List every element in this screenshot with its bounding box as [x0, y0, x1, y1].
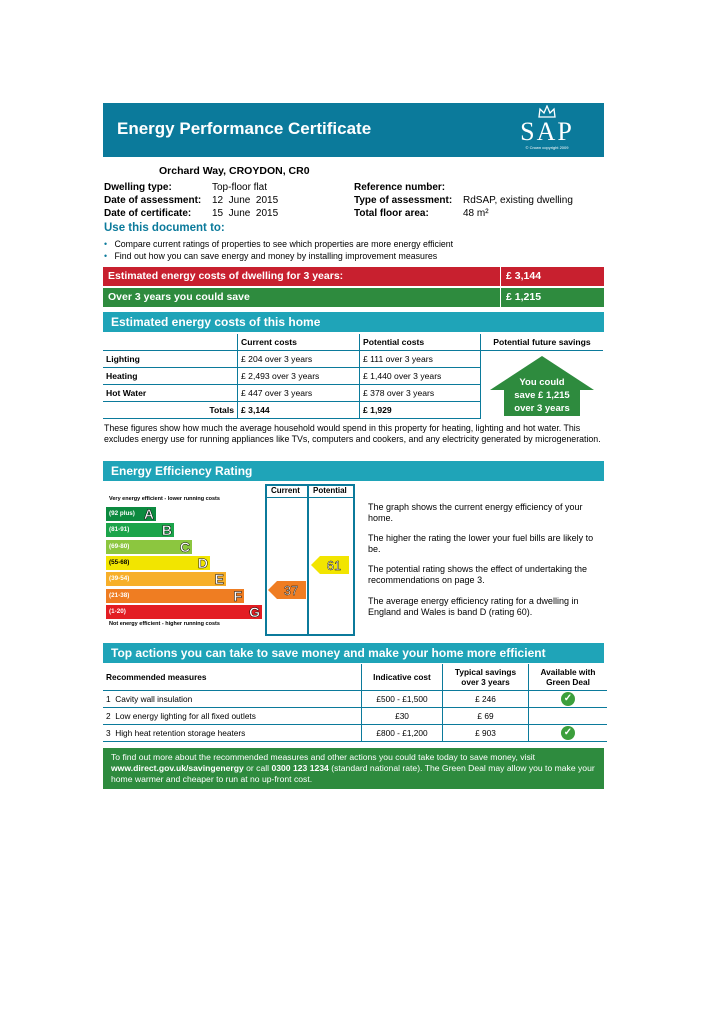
sap-logo	[502, 105, 592, 155]
reference	[463, 181, 573, 194]
measure: 3 High heat retention storage heaters	[103, 725, 362, 742]
eer-band-c	[106, 540, 192, 554]
col-current: Current costs	[238, 334, 360, 351]
use-doc-heading: Use this document to:	[104, 222, 225, 234]
date-assessment-label: Date of assessment:	[104, 195, 202, 206]
eer-text-1: The graph shows the current energy efficiency of your home.	[368, 502, 583, 523]
measure-cost: £800 - £1,200	[362, 725, 443, 742]
savings-line: You could	[519, 377, 565, 388]
green-deal-cell	[529, 691, 608, 708]
eer-band-e	[106, 572, 226, 586]
save-summary-label: Over 3 years you could save	[108, 291, 250, 303]
footer-link[interactable]: www.direct.gov.uk/savingenergy	[111, 763, 244, 773]
measure-saving: £ 69	[443, 708, 529, 725]
cost-summary-bar	[103, 267, 604, 286]
eer-band-g	[106, 605, 262, 619]
actions-heading-bar	[103, 643, 604, 663]
table-row	[103, 725, 607, 742]
eer-band-range: (92 plus)	[109, 510, 135, 517]
save-summary-bar	[103, 288, 604, 307]
sap-logo-text: SAP	[520, 117, 574, 146]
dwelling-type-label: Dwelling type:	[104, 182, 172, 193]
dwelling-type: Top-floor flat	[212, 182, 268, 193]
page-title: Energy Performance Certificate	[117, 119, 372, 138]
savings-line: over 3 years	[514, 403, 570, 414]
eer-column-divider	[307, 484, 309, 634]
check-icon: ✓	[561, 726, 575, 740]
eer-text-2: The higher the rating the lower your fuel bills are likely to be.	[368, 533, 594, 554]
current-rating-value: 37	[283, 583, 299, 598]
green-deal-cell	[529, 708, 608, 725]
epc-header	[103, 103, 604, 157]
totals-label: Totals	[103, 402, 238, 419]
eer-top-note: Very energy efficient - lower running costs	[109, 496, 220, 502]
col-saving: Typical savings over 3 years	[443, 664, 529, 691]
eer-col-current: Current	[271, 486, 300, 495]
eer-text-4: The average energy efficiency rating for a dwelling in England and Wales is band D (rating 60).	[368, 596, 579, 617]
date-certificate-label: Date of certificate:	[104, 208, 192, 219]
eer-band-letter: B	[161, 522, 172, 539]
potential-cost: £ 378 over 3 years	[360, 385, 481, 402]
list-item: • Compare current ratings of properties to see which properties are more energy efficient	[104, 239, 454, 249]
measure-saving: £ 903	[443, 725, 529, 742]
total-current: £ 3,144	[238, 402, 360, 419]
assessment-type: RdSAP, existing dwelling	[463, 195, 573, 206]
table-row	[103, 334, 603, 351]
eer-band-letter: F	[233, 587, 242, 604]
details-right	[354, 181, 452, 220]
eer-band-letter: A	[143, 506, 154, 522]
savings-line: save £ 1,215	[514, 390, 570, 401]
details-left	[104, 181, 201, 220]
eer-header-line	[265, 497, 353, 498]
footer-text: To find out more about the recommended measures and other actions you could take today to save money, visit	[111, 752, 536, 762]
current-cost: £ 447 over 3 years	[238, 385, 360, 402]
measure-saving: £ 246	[443, 691, 529, 708]
col-cost: Indicative cost	[362, 664, 443, 691]
savings-arrow-text	[488, 376, 596, 415]
eer-band-d	[106, 556, 210, 570]
footer-text: or call	[243, 763, 272, 773]
eer-band-b	[106, 523, 174, 537]
assessment-type-label: Type of assessment:	[354, 195, 453, 206]
costs-heading-bar	[103, 312, 604, 332]
reference-label: Reference number:	[354, 182, 446, 193]
measure: 2 Low energy lighting for all fixed outlets	[103, 708, 362, 725]
cost-summary-label: Estimated energy costs of dwelling for 3 years:	[108, 270, 344, 282]
sap-copyright: © Crown copyright 2009	[525, 145, 569, 150]
actions-table	[103, 664, 607, 742]
footer-note	[103, 748, 604, 789]
eer-band-letter: G	[249, 603, 260, 620]
row-label: Lighting	[103, 351, 238, 368]
eer-band-range: (81-91)	[109, 526, 130, 534]
eer-band-a	[106, 507, 156, 521]
table-row	[103, 691, 607, 708]
current-cost: £ 204 over 3 years	[238, 351, 360, 368]
eer-band-range: (69-80)	[109, 542, 130, 550]
eer-band-range: (39-54)	[109, 575, 130, 583]
list-item: • Find out how you can save energy and money by installing improvement measures	[104, 251, 438, 261]
eer-band-letter: D	[197, 554, 208, 571]
col-savings: Potential future savings	[481, 334, 604, 351]
check-icon: ✓	[561, 692, 575, 706]
current-rating-arrow	[268, 581, 306, 599]
eer-heading: Energy Efficiency Rating	[111, 464, 253, 478]
details-left-values	[212, 181, 278, 220]
table-row	[103, 708, 607, 725]
footer-phone: 0300 123 1234	[271, 763, 329, 773]
total-potential: £ 1,929	[360, 402, 481, 419]
costs-note: These figures show how much the average household would spend in this property for heating, lighting and hot water. This excludes energy use for running appliances like TVs, computers and cookers, and any electricity generated by microgeneration.	[104, 423, 601, 444]
row-label: Hot Water	[103, 385, 238, 402]
crown-icon	[538, 105, 556, 119]
use-doc-list	[104, 238, 453, 262]
floor-area-label: Total floor area:	[354, 208, 429, 219]
table-row	[103, 664, 607, 691]
col-measures: Recommended measures	[103, 664, 362, 691]
floor-area: 48 m²	[463, 208, 489, 219]
col-green-deal: Available with Green Deal	[529, 664, 608, 691]
eer-band-letter: E	[214, 571, 224, 588]
potential-cost: £ 111 over 3 years	[360, 351, 481, 368]
eer-band-range: (1-20)	[109, 607, 126, 615]
eer-bottom-note: Not energy efficient - higher running costs	[109, 621, 220, 627]
details-right-values	[463, 181, 573, 220]
row-label: Heating	[103, 368, 238, 385]
save-summary-value: £ 1,215	[500, 288, 604, 307]
eer-text-3: The potential rating shows the effect of undertaking the recommendations on page 3.	[368, 564, 587, 585]
costs-heading: Estimated energy costs of this home	[111, 315, 321, 329]
date-assessment: 12 June 2015	[212, 195, 279, 206]
eer-band-f	[106, 589, 244, 603]
footer-text: (standard national rate). The Green Deal may allow you to make your home warmer and cheaper to run at no up-front cost.	[111, 763, 595, 784]
current-cost: £ 2,493 over 3 years	[238, 368, 360, 385]
potential-cost: £ 1,440 over 3 years	[360, 368, 481, 385]
eer-band-range: (21-38)	[109, 591, 130, 599]
actions-heading: Top actions you can take to save money and make your home more efficient	[111, 646, 546, 660]
cost-summary-value: £ 3,144	[500, 267, 604, 286]
property-address: Orchard Way, CROYDON, CR0	[159, 165, 310, 177]
measure: 1 Cavity wall insulation	[103, 691, 362, 708]
eer-heading-bar	[103, 461, 604, 481]
col-potential: Potential costs	[360, 334, 481, 351]
eer-col-potential: Potential	[313, 486, 347, 495]
measure-cost: £30	[362, 708, 443, 725]
eer-band-range: (55-68)	[109, 558, 130, 566]
potential-rating-value: 61	[326, 558, 342, 573]
potential-rating-arrow	[311, 556, 349, 574]
date-certificate: 15 June 2015	[212, 208, 279, 219]
measure-cost: £500 - £1,500	[362, 691, 443, 708]
eer-band-letter: C	[179, 538, 190, 555]
green-deal-cell	[529, 725, 608, 742]
